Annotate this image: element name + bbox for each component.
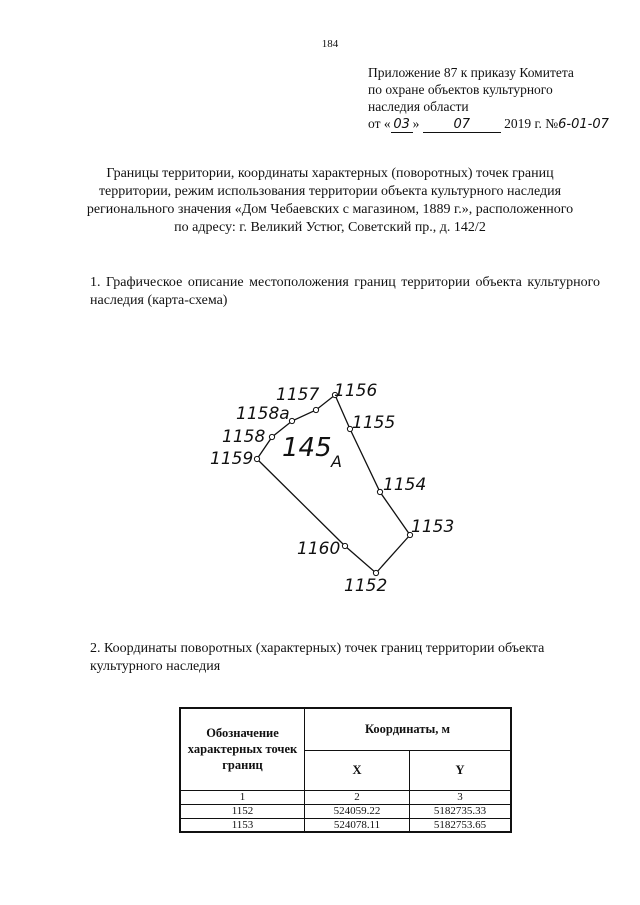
label-1154: 1154 bbox=[383, 475, 427, 495]
appendix-line-1: Приложение 87 к приказу Комитета bbox=[368, 65, 574, 80]
label-1160: 1160 bbox=[297, 539, 341, 559]
header-x: X bbox=[305, 750, 410, 790]
header-point: Обозначение характерных точек границ bbox=[180, 708, 305, 790]
label-1152: 1152 bbox=[344, 576, 388, 596]
point-1158a bbox=[289, 418, 294, 423]
cell-x: 524078.11 bbox=[305, 818, 410, 832]
table-row bbox=[180, 818, 511, 832]
label-1157: 1157 bbox=[276, 385, 320, 405]
appendix-date-line bbox=[368, 115, 628, 133]
date-year: 2019 г. № bbox=[504, 116, 559, 131]
coordinates-table bbox=[179, 707, 512, 833]
document-title: Границы территории, координаты характерных (поворотных) точек границ территории, режим использования территории объекта культурного наследия регионального значения «Дом Чебаевских с магазином, 1889 г.», расположенного по адресу: г. Великий Устюг, Советский пр., д. 142/2 bbox=[86, 166, 574, 235]
section-1-heading: 1. Графическое описание местоположения границ территории объекта культурного наследия (карта-схема) bbox=[90, 275, 600, 308]
date-day: 03 bbox=[391, 117, 413, 133]
label-1158: 1158 bbox=[222, 427, 266, 447]
page-number: 184 bbox=[321, 38, 339, 50]
table-row bbox=[180, 804, 511, 818]
col-num-1: 1 bbox=[180, 790, 305, 804]
date-prefix: от « bbox=[368, 116, 391, 131]
label-1158a: 1158а bbox=[236, 404, 290, 424]
label-1155: 1155 bbox=[352, 413, 396, 433]
order-number: 6-01-07 bbox=[558, 117, 609, 132]
point-1159 bbox=[254, 456, 259, 461]
point-1154 bbox=[377, 489, 382, 494]
cell-y: 5182735.33 bbox=[410, 804, 512, 818]
appendix-line-2: по охране объектов культурного bbox=[368, 82, 553, 97]
header-y: Y bbox=[410, 750, 512, 790]
date-month: 07 bbox=[423, 117, 501, 133]
section-2-heading: 2. Координаты поворотных (характерных) точек границ территории объекта культурного наследия bbox=[90, 641, 545, 674]
cell-point: 1153 bbox=[180, 818, 305, 832]
boundary-map bbox=[200, 370, 480, 610]
point-1160 bbox=[342, 543, 347, 548]
appendix-header bbox=[368, 64, 628, 133]
cell-y: 5182753.65 bbox=[410, 818, 512, 832]
label-1159: 1159 bbox=[210, 449, 254, 469]
point-1157 bbox=[313, 407, 318, 412]
point-1152 bbox=[373, 570, 378, 575]
appendix-line-3: наследия области bbox=[368, 99, 469, 114]
cell-x: 524059.22 bbox=[305, 804, 410, 818]
header-coordinates: Координаты, м bbox=[305, 708, 512, 750]
col-num-2: 2 bbox=[305, 790, 410, 804]
date-day-close: » bbox=[412, 116, 420, 131]
building-letter: А bbox=[331, 452, 342, 471]
plot-number: 145 bbox=[282, 433, 332, 463]
col-num-3: 3 bbox=[410, 790, 512, 804]
label-1156: 1156 bbox=[334, 381, 378, 401]
cell-point: 1152 bbox=[180, 804, 305, 818]
label-1153: 1153 bbox=[411, 517, 455, 537]
point-1158 bbox=[269, 434, 274, 439]
